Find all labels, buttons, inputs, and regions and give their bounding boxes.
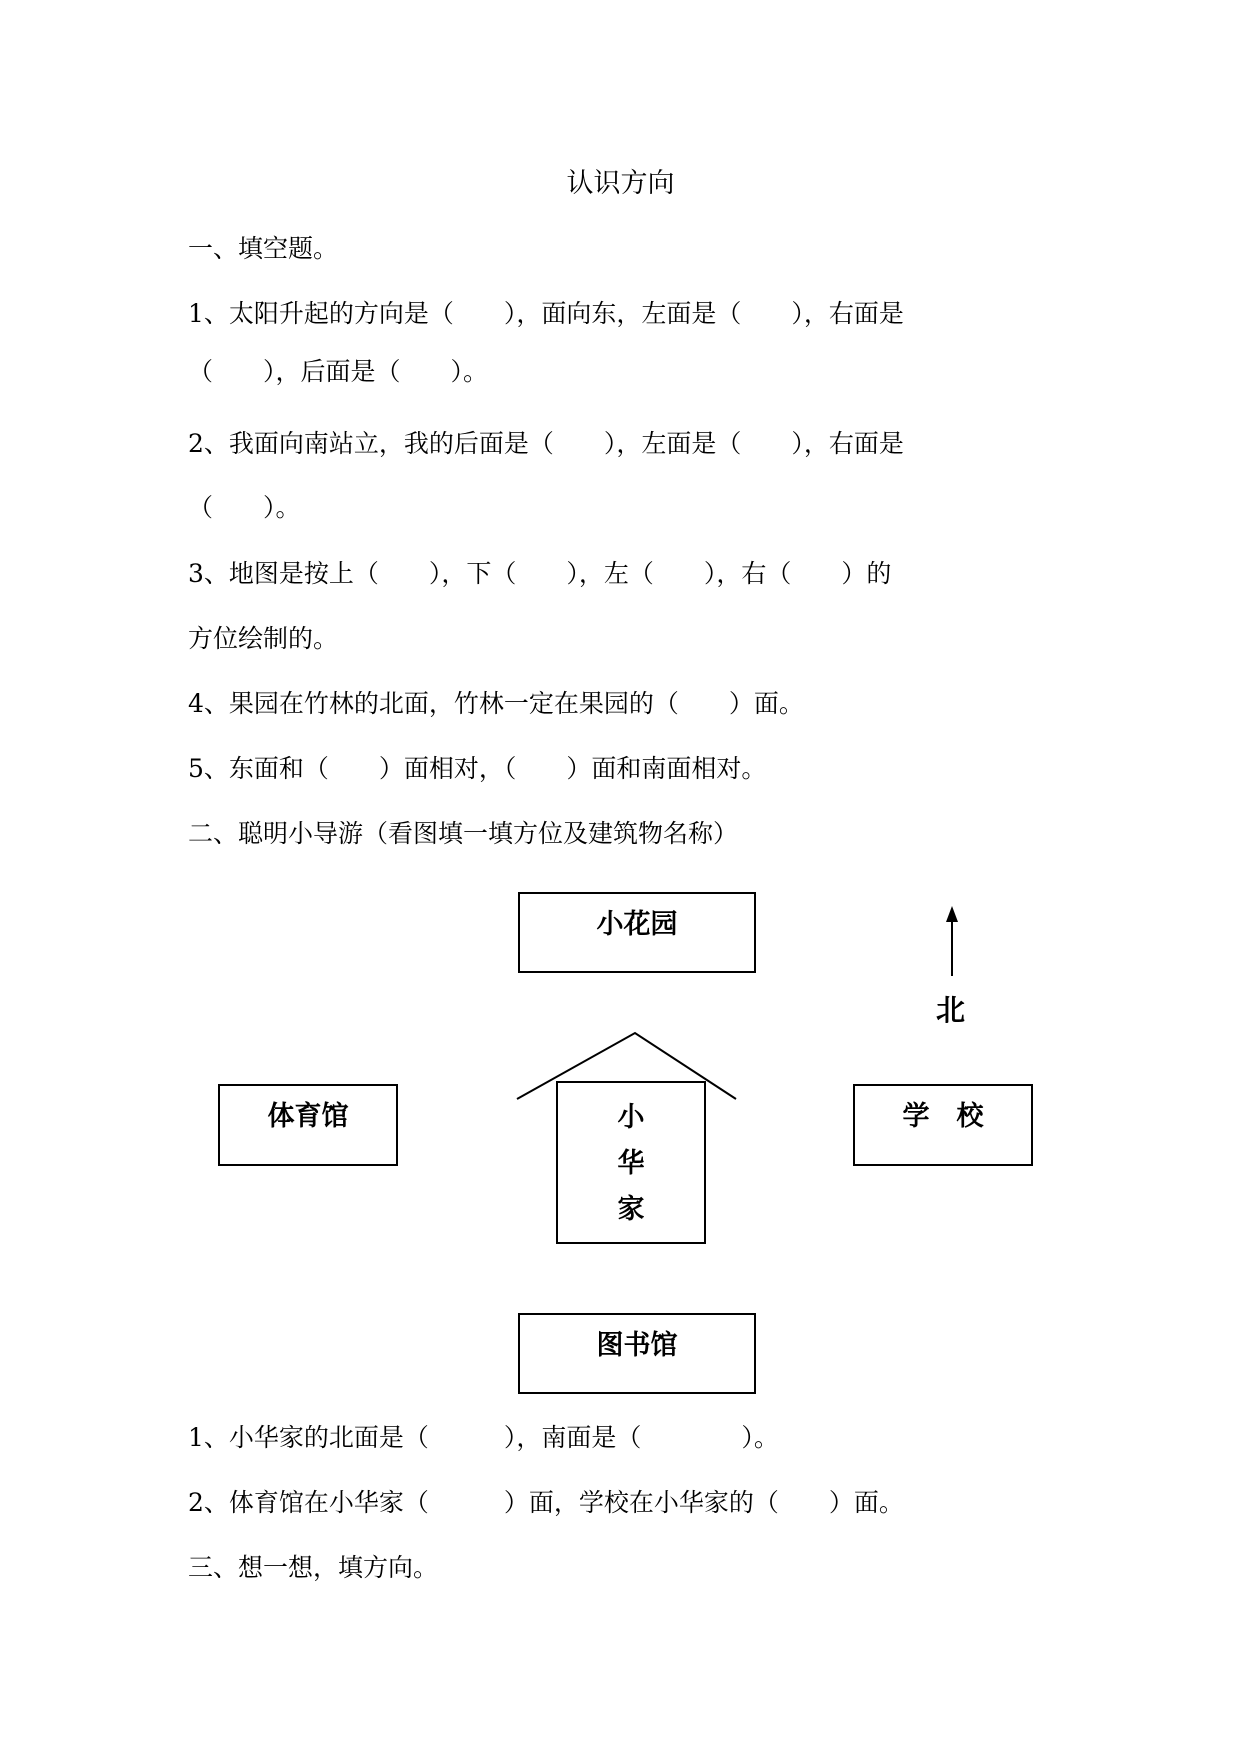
map-question-2: 2、体育馆在小华家（ ）面，学校在小华家的（ ）面。 (188, 1488, 904, 1517)
section1-heading: 一、填空题。 (188, 234, 339, 263)
question-2-line-2: （ ）。 (188, 493, 301, 522)
map-question-1: 1、小华家的北面是（ ），南面是（ ）。 (188, 1423, 779, 1452)
page-title: 认识方向 (566, 168, 675, 199)
north-arrow-head (946, 906, 958, 922)
question-1-line-1: 1、太阳升起的方向是（ ），面向东，左面是（ ），右面是 (188, 299, 904, 328)
home-label-char-3: 家 (617, 1194, 645, 1225)
gym-label: 体育馆 (267, 1101, 349, 1132)
garden-label: 小花园 (596, 909, 678, 940)
question-5: 5、东面和（ ）面相对，（ ）面和南面相对。 (188, 754, 767, 783)
question-3-line-1: 3、地图是按上（ ），下（ ），左（ ），右（ ）的 (188, 559, 892, 588)
section3-heading: 三、想一想，填方向。 (188, 1553, 439, 1582)
question-2-line-1: 2、我面向南站立，我的后面是（ ），左面是（ ），右面是 (188, 429, 904, 458)
north-label: 北 (936, 993, 966, 1027)
question-4: 4、果园在竹林的北面，竹林一定在果园的（ ）面。 (188, 689, 804, 718)
question-1-line-2: （ ），后面是（ ）。 (188, 357, 489, 386)
section2-heading: 二、聪明小导游（看图填一填方位及建筑物名称） (188, 819, 739, 848)
question-3-line-2: 方位绘制的。 (188, 624, 339, 653)
library-box (518, 1313, 756, 1394)
home-box (556, 1081, 706, 1244)
library-label: 图书馆 (596, 1330, 678, 1361)
home-label-char-2: 华 (617, 1148, 645, 1179)
home-label-char-1: 小 (617, 1102, 645, 1133)
school-label: 学 校 (902, 1101, 984, 1132)
